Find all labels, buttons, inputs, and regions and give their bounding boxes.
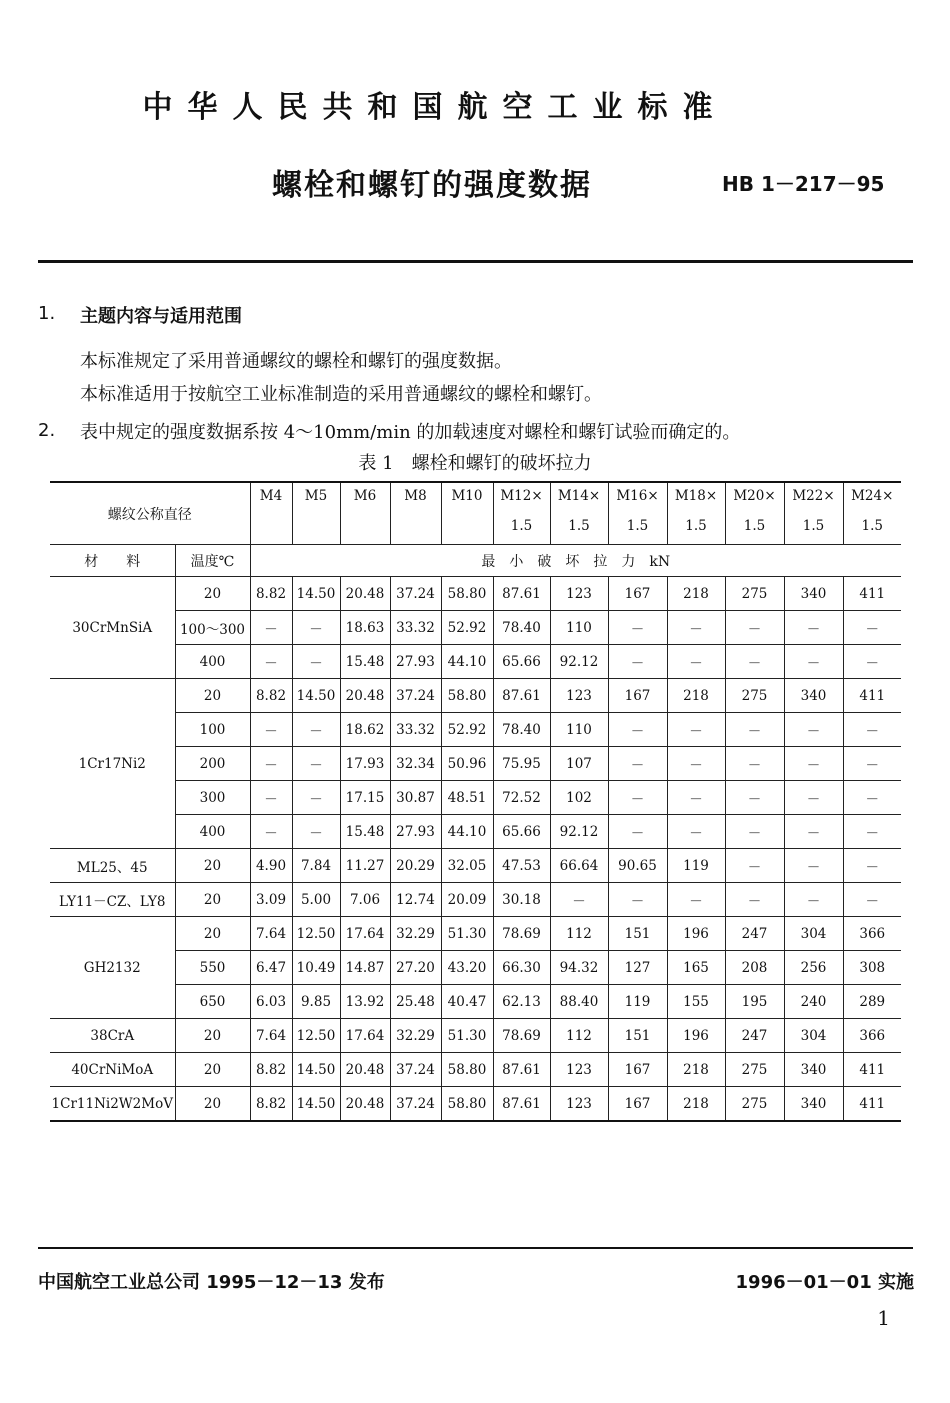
value-cell: － [784, 645, 843, 679]
size-pitch: 1.5 [608, 516, 667, 545]
value-cell: － [843, 883, 901, 917]
value-cell: 196 [667, 1019, 725, 1053]
table-row [50, 1087, 901, 1122]
value-cell: 75.95 [493, 747, 550, 781]
value-cell: 196 [667, 917, 725, 951]
value-cell: 27.93 [390, 815, 441, 849]
table-row [50, 883, 901, 917]
temperature-cell: 20 [175, 1087, 250, 1122]
size-label: M12× [493, 482, 550, 516]
value-cell: － [667, 815, 725, 849]
size-label: M20× [725, 482, 784, 516]
value-cell: 78.40 [493, 611, 550, 645]
value-cell: － [667, 645, 725, 679]
value-cell: 17.15 [340, 781, 390, 815]
value-cell: 275 [725, 577, 784, 611]
value-cell: 7.64 [250, 917, 292, 951]
value-cell: 14.50 [292, 1087, 340, 1122]
unit-header-row [50, 545, 901, 577]
value-cell: － [250, 815, 292, 849]
value-cell: 58.80 [441, 1053, 493, 1087]
section-1-heading: 主题内容与适用范围 [80, 306, 242, 327]
temperature-cell: 300 [175, 781, 250, 815]
strength-table [50, 481, 901, 1122]
material-cell: 40CrNiMoA [50, 1053, 175, 1087]
value-cell: 6.47 [250, 951, 292, 985]
material-cell: ML25、45 [50, 849, 175, 883]
value-cell: 107 [550, 747, 608, 781]
value-cell: 52.92 [441, 713, 493, 747]
value-cell: 90.65 [608, 849, 667, 883]
value-cell: 78.40 [493, 713, 550, 747]
value-cell: 27.93 [390, 645, 441, 679]
value-cell: 151 [608, 1019, 667, 1053]
value-cell: 275 [725, 1053, 784, 1087]
value-cell: － [292, 611, 340, 645]
value-cell: 65.66 [493, 815, 550, 849]
value-cell: － [667, 747, 725, 781]
effective-date: 1996－01－01 实施 [735, 1272, 914, 1293]
value-cell: 3.09 [250, 883, 292, 917]
temperature-cell: 650 [175, 985, 250, 1019]
bottom-divider [38, 1247, 913, 1249]
value-cell: 58.80 [441, 1087, 493, 1122]
value-cell: 208 [725, 951, 784, 985]
value-cell: 47.53 [493, 849, 550, 883]
size-label: M8 [390, 482, 441, 516]
temperature-header: 温度℃ [175, 545, 250, 577]
value-cell: － [784, 747, 843, 781]
value-cell: 58.80 [441, 577, 493, 611]
material-cell: 30CrMnSiA [50, 577, 175, 679]
value-cell: 340 [784, 1087, 843, 1122]
value-cell: 87.61 [493, 679, 550, 713]
temperature-cell: 20 [175, 1019, 250, 1053]
value-cell: 50.96 [441, 747, 493, 781]
value-cell: 15.48 [340, 645, 390, 679]
value-cell: － [250, 645, 292, 679]
value-cell: － [608, 883, 667, 917]
material-header: 材 料 [50, 545, 175, 577]
issue-date: 中国航空工业总公司 1995－12－13 发布 [38, 1272, 385, 1293]
value-cell: 18.63 [340, 611, 390, 645]
temperature-cell: 550 [175, 951, 250, 985]
value-cell: 20.29 [390, 849, 441, 883]
table-caption: 表 1 螺栓和螺钉的破坏拉力 [358, 453, 592, 474]
value-cell: － [250, 781, 292, 815]
value-cell: 66.64 [550, 849, 608, 883]
value-cell: 102 [550, 781, 608, 815]
value-cell: 40.47 [441, 985, 493, 1019]
value-cell: 51.30 [441, 1019, 493, 1053]
value-cell: 20.48 [340, 1087, 390, 1122]
value-cell: 20.48 [340, 679, 390, 713]
material-cell: LY11－CZ、LY8 [50, 883, 175, 917]
value-cell: 14.50 [292, 577, 340, 611]
value-cell: － [667, 883, 725, 917]
size-label: M22× [784, 482, 843, 516]
size-pitch: 1.5 [550, 516, 608, 545]
size-header-row-1 [50, 482, 901, 516]
value-cell: 51.30 [441, 917, 493, 951]
value-cell: 4.90 [250, 849, 292, 883]
value-cell: 304 [784, 917, 843, 951]
value-cell: 167 [608, 1087, 667, 1122]
value-cell: 30.87 [390, 781, 441, 815]
table-body [50, 482, 901, 1121]
doc-title: 螺栓和螺钉的强度数据 [272, 168, 592, 203]
value-cell: 58.80 [441, 679, 493, 713]
value-cell: 18.62 [340, 713, 390, 747]
value-cell: 33.32 [390, 713, 441, 747]
temperature-cell: 20 [175, 577, 250, 611]
value-cell: － [843, 713, 901, 747]
value-cell: － [843, 611, 901, 645]
size-pitch: 1.5 [493, 516, 550, 545]
value-cell: － [608, 611, 667, 645]
value-cell: － [550, 883, 608, 917]
temperature-cell: 20 [175, 1053, 250, 1087]
org-title: 中华人民共和国航空工业标准 [142, 90, 728, 125]
value-cell: － [843, 849, 901, 883]
value-cell: 12.74 [390, 883, 441, 917]
value-cell: 37.24 [390, 1053, 441, 1087]
value-cell: 411 [843, 577, 901, 611]
value-cell: － [784, 849, 843, 883]
value-cell: － [725, 645, 784, 679]
value-cell: 25.48 [390, 985, 441, 1019]
value-cell: 12.50 [292, 917, 340, 951]
size-label: M5 [292, 482, 340, 516]
value-cell: － [725, 747, 784, 781]
value-cell: － [784, 883, 843, 917]
value-cell: － [784, 781, 843, 815]
value-cell: 88.40 [550, 985, 608, 1019]
table-row [50, 1053, 901, 1087]
size-pitch: 1.5 [843, 516, 901, 545]
value-cell: － [292, 747, 340, 781]
value-cell: － [725, 781, 784, 815]
value-cell: 218 [667, 1087, 725, 1122]
table-row [50, 917, 901, 951]
temperature-cell: 400 [175, 645, 250, 679]
value-cell: 411 [843, 1087, 901, 1122]
value-cell: － [292, 781, 340, 815]
section-1-paragraph-2: 本标准适用于按航空工业标准制造的采用普通螺纹的螺栓和螺钉。 [80, 384, 602, 405]
size-pitch [390, 516, 441, 545]
value-cell: 7.06 [340, 883, 390, 917]
size-label: M6 [340, 482, 390, 516]
value-cell: 411 [843, 679, 901, 713]
value-cell: 7.64 [250, 1019, 292, 1053]
value-cell: 151 [608, 917, 667, 951]
value-cell: － [843, 645, 901, 679]
value-cell: 247 [725, 1019, 784, 1053]
value-cell: 5.00 [292, 883, 340, 917]
value-cell: 8.82 [250, 679, 292, 713]
value-cell: 8.82 [250, 577, 292, 611]
value-cell: 112 [550, 1019, 608, 1053]
value-cell: 20.48 [340, 577, 390, 611]
value-cell: 366 [843, 917, 901, 951]
value-cell: 110 [550, 611, 608, 645]
top-divider [38, 260, 913, 263]
size-pitch [441, 516, 493, 545]
temperature-cell: 20 [175, 849, 250, 883]
value-cell: 66.30 [493, 951, 550, 985]
size-pitch: 1.5 [784, 516, 843, 545]
value-cell: 119 [608, 985, 667, 1019]
temperature-cell: 100～300 [175, 611, 250, 645]
value-cell: 110 [550, 713, 608, 747]
table-row [50, 713, 901, 747]
value-cell: 37.24 [390, 1087, 441, 1122]
value-cell: 27.20 [390, 951, 441, 985]
section-2-number: 2. [38, 420, 56, 441]
value-cell: 167 [608, 577, 667, 611]
value-cell: 119 [667, 849, 725, 883]
value-cell: 167 [608, 679, 667, 713]
size-pitch: 1.5 [725, 516, 784, 545]
value-cell: 247 [725, 917, 784, 951]
table-row [50, 815, 901, 849]
size-label: M4 [250, 482, 292, 516]
value-cell: 195 [725, 985, 784, 1019]
value-cell: 17.93 [340, 747, 390, 781]
value-cell: 32.29 [390, 1019, 441, 1053]
value-cell: － [784, 815, 843, 849]
value-cell: 92.12 [550, 645, 608, 679]
value-cell: － [250, 747, 292, 781]
value-cell: 304 [784, 1019, 843, 1053]
value-cell: 165 [667, 951, 725, 985]
value-cell: 6.03 [250, 985, 292, 1019]
material-cell: 38CrA [50, 1019, 175, 1053]
table-row [50, 985, 901, 1019]
value-cell: 78.69 [493, 1019, 550, 1053]
value-cell: 37.24 [390, 679, 441, 713]
value-cell: 167 [608, 1053, 667, 1087]
temperature-cell: 20 [175, 679, 250, 713]
value-cell: 20.09 [441, 883, 493, 917]
temperature-cell: 20 [175, 917, 250, 951]
value-cell: 340 [784, 1053, 843, 1087]
temperature-cell: 400 [175, 815, 250, 849]
table-row [50, 577, 901, 611]
value-cell: 14.50 [292, 1053, 340, 1087]
value-cell: 14.87 [340, 951, 390, 985]
value-cell: 7.84 [292, 849, 340, 883]
value-cell: 37.24 [390, 577, 441, 611]
value-cell: － [725, 611, 784, 645]
page-number: 1 [877, 1306, 890, 1330]
value-cell: 308 [843, 951, 901, 985]
value-cell: 15.48 [340, 815, 390, 849]
temperature-cell: 20 [175, 883, 250, 917]
value-cell: － [725, 883, 784, 917]
size-label: M18× [667, 482, 725, 516]
value-cell: 218 [667, 679, 725, 713]
value-cell: － [667, 781, 725, 815]
value-cell: 62.13 [493, 985, 550, 1019]
value-cell: 127 [608, 951, 667, 985]
value-cell: 48.51 [441, 781, 493, 815]
value-cell: 155 [667, 985, 725, 1019]
size-label: M10 [441, 482, 493, 516]
value-cell: 30.18 [493, 883, 550, 917]
value-cell: 94.32 [550, 951, 608, 985]
value-cell: 32.05 [441, 849, 493, 883]
value-cell: 123 [550, 577, 608, 611]
table-row [50, 951, 901, 985]
value-cell: 87.61 [493, 577, 550, 611]
value-cell: 78.69 [493, 917, 550, 951]
value-cell: 218 [667, 1053, 725, 1087]
value-cell: － [667, 611, 725, 645]
value-cell: － [608, 645, 667, 679]
value-cell: － [725, 815, 784, 849]
value-cell: 52.92 [441, 611, 493, 645]
table-row [50, 781, 901, 815]
value-cell: 92.12 [550, 815, 608, 849]
size-pitch: 1.5 [667, 516, 725, 545]
value-cell: 17.64 [340, 917, 390, 951]
temperature-cell: 100 [175, 713, 250, 747]
value-cell: － [292, 645, 340, 679]
material-cell: 1Cr11Ni2W2MoV [50, 1087, 175, 1122]
value-cell: 340 [784, 679, 843, 713]
value-cell: 32.29 [390, 917, 441, 951]
value-cell: 256 [784, 951, 843, 985]
value-cell: － [250, 611, 292, 645]
value-cell: － [725, 849, 784, 883]
value-cell: 14.50 [292, 679, 340, 713]
value-cell: － [608, 781, 667, 815]
value-cell: 275 [725, 679, 784, 713]
value-cell: － [292, 713, 340, 747]
value-cell: － [784, 713, 843, 747]
temperature-cell: 200 [175, 747, 250, 781]
table-row [50, 679, 901, 713]
value-cell: 44.10 [441, 645, 493, 679]
value-cell: 218 [667, 577, 725, 611]
table-row [50, 611, 901, 645]
value-cell: 289 [843, 985, 901, 1019]
value-cell: 123 [550, 679, 608, 713]
value-cell: 12.50 [292, 1019, 340, 1053]
section-1-number: 1. [38, 303, 56, 324]
value-cell: 10.49 [292, 951, 340, 985]
value-cell: 72.52 [493, 781, 550, 815]
value-cell: 20.48 [340, 1053, 390, 1087]
size-pitch [250, 516, 292, 545]
value-cell: 17.64 [340, 1019, 390, 1053]
value-cell: 240 [784, 985, 843, 1019]
table-row [50, 1019, 901, 1053]
table-row [50, 849, 901, 883]
value-cell: 123 [550, 1053, 608, 1087]
size-label: M14× [550, 482, 608, 516]
value-cell: － [667, 713, 725, 747]
unit-label: 最 小 破 坏 拉 力 kN [250, 545, 901, 577]
value-cell: － [608, 747, 667, 781]
table-row [50, 645, 901, 679]
value-cell: － [843, 815, 901, 849]
table-row [50, 747, 901, 781]
value-cell: 123 [550, 1087, 608, 1122]
standard-code: HB 1－217－95 [722, 172, 885, 196]
value-cell: 366 [843, 1019, 901, 1053]
section-1-paragraph-1: 本标准规定了采用普通螺纹的螺栓和螺钉的强度数据。 [80, 351, 512, 372]
size-pitch [292, 516, 340, 545]
value-cell: 340 [784, 577, 843, 611]
value-cell: 13.92 [340, 985, 390, 1019]
value-cell: － [608, 713, 667, 747]
value-cell: 33.32 [390, 611, 441, 645]
value-cell: 43.20 [441, 951, 493, 985]
value-cell: 411 [843, 1053, 901, 1087]
size-pitch [340, 516, 390, 545]
value-cell: 32.34 [390, 747, 441, 781]
value-cell: － [843, 781, 901, 815]
value-cell: － [608, 815, 667, 849]
value-cell: － [725, 713, 784, 747]
value-cell: 112 [550, 917, 608, 951]
value-cell: 8.82 [250, 1053, 292, 1087]
corner-label: 螺纹公称直径 [50, 482, 250, 545]
material-cell: 1Cr17Ni2 [50, 679, 175, 849]
material-cell: GH2132 [50, 917, 175, 1019]
value-cell: 87.61 [493, 1053, 550, 1087]
section-2-text: 表中规定的强度数据系按 4～10mm/min 的加载速度对螺栓和螺钉试验而确定的。 [80, 422, 741, 443]
size-label: M16× [608, 482, 667, 516]
value-cell: 275 [725, 1087, 784, 1122]
value-cell: － [292, 815, 340, 849]
value-cell: 87.61 [493, 1087, 550, 1122]
value-cell: 11.27 [340, 849, 390, 883]
value-cell: － [843, 747, 901, 781]
size-label: M24× [843, 482, 901, 516]
value-cell: 65.66 [493, 645, 550, 679]
value-cell: － [250, 713, 292, 747]
value-cell: 8.82 [250, 1087, 292, 1122]
value-cell: － [784, 611, 843, 645]
value-cell: 44.10 [441, 815, 493, 849]
value-cell: 9.85 [292, 985, 340, 1019]
